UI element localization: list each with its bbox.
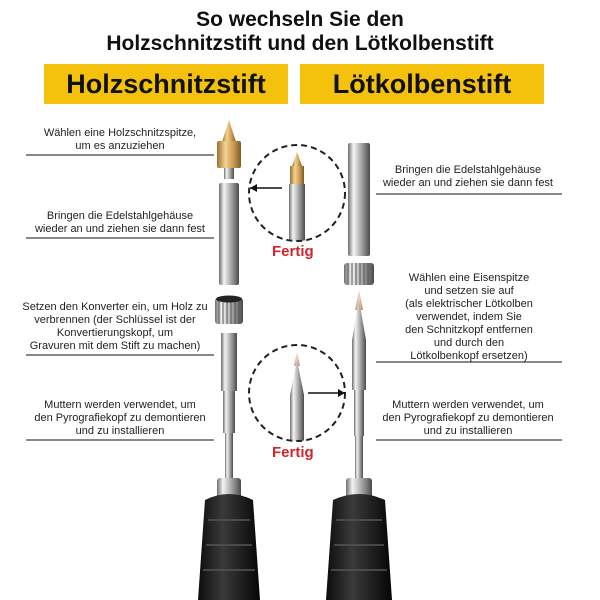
left-converter bbox=[221, 333, 237, 391]
fertig-label-top: Fertig bbox=[272, 243, 314, 260]
right-handle bbox=[326, 494, 392, 600]
left-knurled-nut bbox=[215, 296, 243, 325]
inset-solder-tip bbox=[249, 345, 345, 455]
inset-carving-tip bbox=[249, 145, 345, 254]
banner-loetkolbenstift: Lötkolbenstift bbox=[300, 64, 544, 104]
right-knurled-nut bbox=[344, 263, 374, 285]
right-step-3: Muttern werden verwendet, um den Pyrografiekopf zu demontieren und zu installieren bbox=[382, 399, 554, 437]
right-step-2: Wählen eine Eisenspitze und setzen sie auf (als elektrischer Lötkolben verwendet, indem Sie den Schnitzkopf entfernen und durch den Lötkolbenkopf ersetzen) bbox=[405, 272, 533, 362]
left-brass-tip bbox=[217, 120, 241, 179]
right-step-1: Bringen die Edelstahlgehäuse wieder an und ziehen sie dann fest bbox=[382, 164, 553, 189]
title-line-2: Holzschnitzstift und den Lötkolbenstift bbox=[106, 32, 494, 55]
left-handle bbox=[198, 494, 260, 600]
left-steel-housing bbox=[219, 183, 239, 285]
fertig-label-bottom: Fertig bbox=[272, 444, 314, 461]
left-step-1: Wählen eine Holzschnitzspitze, um es anzuziehen bbox=[43, 127, 197, 152]
left-step-4: Muttern werden verwendet, um den Pyrografiekopf zu demontieren und zu installieren bbox=[34, 399, 206, 437]
left-step-3: Setzen den Konverter ein, um Holz zu verbrennen (der Schlüssel ist der Konvertierungskopf, um Gravuren mit dem Stift zu machen) bbox=[22, 301, 208, 352]
left-leader-lines bbox=[26, 155, 214, 440]
banner-holzschnitzstift: Holzschnitzstift bbox=[44, 64, 288, 104]
left-step-2: Bringen die Edelstahlgehäuse wieder an und ziehen sie dann fest bbox=[34, 210, 205, 235]
title-line-1: So wechseln Sie den bbox=[196, 8, 404, 31]
right-steel-housing bbox=[348, 143, 370, 256]
